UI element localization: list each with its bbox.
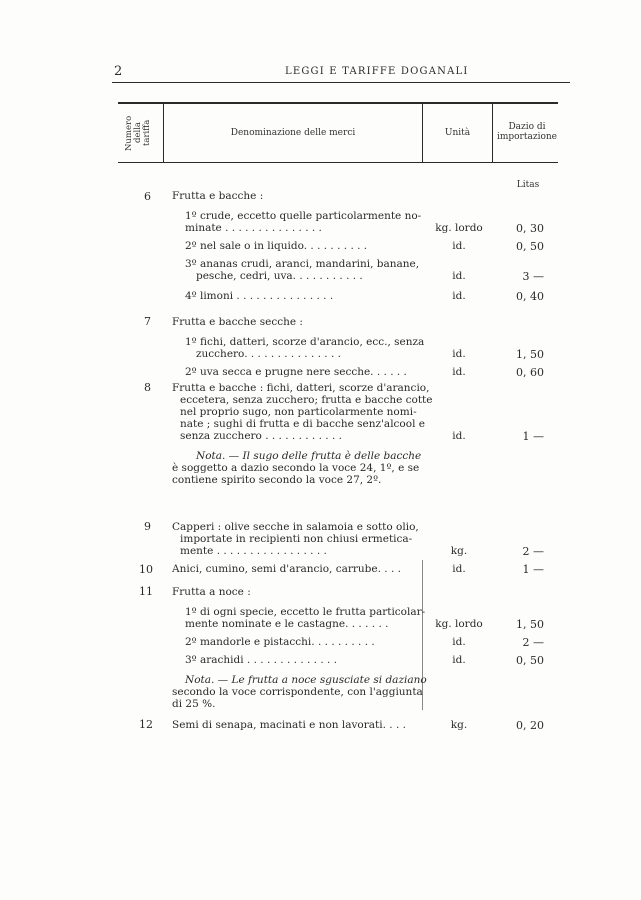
- col-divider-3: [492, 104, 493, 162]
- item-line: zucchero. . . . . . . . . . . . . . .: [196, 348, 341, 360]
- duty-value: 1, 50: [516, 618, 544, 631]
- header-rule: [112, 82, 570, 83]
- item-line: Frutta e bacche : fichi, datteri, scorze d'arancio,: [172, 382, 430, 394]
- unit-value: kg.: [450, 719, 468, 731]
- duty-value: 0, 60: [516, 366, 544, 379]
- unit-value: id.: [452, 270, 466, 282]
- duty-value: 1, 50: [516, 348, 544, 361]
- unit-value: id.: [452, 240, 466, 252]
- duty-value: 2 —: [522, 636, 544, 649]
- item-line: 3º arachidi . . . . . . . . . . . . . .: [185, 654, 338, 666]
- col-divider-1: [163, 104, 164, 162]
- duty-value: 1 —: [522, 563, 544, 576]
- duty-value: 0, 30: [516, 222, 544, 235]
- item-line: 4º limoni . . . . . . . . . . . . . . .: [185, 290, 334, 302]
- item-line: 3º ananas crudi, aranci, mandarini, banane,: [185, 258, 420, 270]
- item-line: 1º di ogni specie, eccetto le frutta particolar-: [185, 606, 426, 618]
- duty-value: 0, 50: [516, 654, 544, 667]
- item-line: nel proprio sugo, non particolarmente nomi-: [180, 406, 417, 418]
- duty-value: 2 —: [522, 545, 544, 558]
- item-line: mente . . . . . . . . . . . . . . . . .: [180, 545, 327, 557]
- note-line: contiene spirito secondo la voce 27, 2º.: [172, 474, 382, 486]
- unit-value: id.: [452, 563, 466, 575]
- item-line: 1º fichi, datteri, scorze d'arancio, ecc., senza: [185, 336, 425, 348]
- unit-value: id.: [452, 366, 466, 378]
- duty-value: 0, 20: [516, 719, 544, 732]
- tariff-number: 12: [139, 718, 153, 731]
- unit-value: id.: [452, 348, 466, 360]
- unit-value: id.: [452, 290, 466, 302]
- item-line: eccetera, senza zucchero; frutta e bacche cotte: [180, 394, 433, 406]
- unit-value: id.: [452, 636, 466, 648]
- duty-value: 0, 50: [516, 240, 544, 253]
- unit-value: kg.: [450, 545, 468, 557]
- duty-value: 0, 40: [516, 290, 544, 303]
- tariff-number: 10: [139, 563, 153, 576]
- item-line: 1º crude, eccetto quelle particolarmente no-: [185, 210, 422, 222]
- col-divider-2: [422, 104, 423, 162]
- tariff-number: 6: [144, 190, 151, 203]
- item-line: nate ; sughi di frutta e di bacche senz'alcool e: [180, 418, 425, 430]
- table-header-rule: [118, 162, 558, 163]
- page-number: 2: [114, 64, 123, 79]
- unit-value: kg. lordo: [435, 618, 483, 630]
- item-line: importate in recipienti non chiusi ermetica-: [180, 533, 413, 545]
- note-line: Nota. — Le frutta a noce sgusciate si daziano: [185, 674, 427, 686]
- currency-label: Litas: [516, 180, 540, 190]
- col-header-duty: Dazio di importazione: [496, 122, 558, 142]
- item-title: Frutta e bacche :: [172, 190, 264, 202]
- item-line: Semi di senapa, macinati e non lavorati. . . .: [172, 719, 406, 731]
- note-line: è soggetto a dazio secondo la voce 24, 1º, e se: [172, 462, 420, 474]
- item-line: Anici, cumino, semi d'arancio, carrube. . . .: [172, 563, 401, 575]
- item-line: senza zucchero . . . . . . . . . . . .: [180, 430, 342, 442]
- item-line: 2º mandorle e pistacchi. . . . . . . . . .: [185, 636, 375, 648]
- tariff-number: 9: [144, 520, 151, 533]
- unit-value: id.: [452, 654, 466, 666]
- col-header-number: Numero della tariffa: [124, 115, 152, 151]
- item-line: mente nominate e le castagne. . . . . . .: [185, 618, 389, 630]
- unit-value: kg. lordo: [435, 222, 483, 234]
- tariff-number: 7: [144, 315, 151, 328]
- col-header-unit: Unità: [444, 128, 471, 138]
- note-line: di 25 %.: [172, 698, 216, 710]
- item-title: Frutta a noce :: [172, 586, 251, 598]
- tariff-number: 11: [139, 585, 153, 598]
- item-line: Capperi : olive secche in salamoia e sotto olio,: [172, 521, 419, 533]
- duty-value: 1 —: [522, 430, 544, 443]
- item-line: minate . . . . . . . . . . . . . . .: [185, 222, 322, 234]
- note-line: Nota. — Il sugo delle frutta è delle bacche: [196, 450, 422, 462]
- item-line: pesche, cedri, uva. . . . . . . . . . .: [196, 270, 363, 282]
- note-line: secondo la voce corrispondente, con l'aggiunta: [172, 686, 423, 698]
- unit-value: id.: [452, 430, 466, 442]
- item-line: 2º uva secca e prugne nere secche. . . . . .: [185, 366, 407, 378]
- item-title: Frutta e bacche secche :: [172, 316, 303, 328]
- col-header-description: Denominazione delle merci: [230, 128, 356, 138]
- running-title: LEGGI E TARIFFE DOGANALI: [285, 66, 469, 77]
- tariff-number: 8: [144, 381, 151, 394]
- item-line: 2º nel sale o in liquido. . . . . . . . . .: [185, 240, 368, 252]
- duty-value: 3 —: [522, 270, 544, 283]
